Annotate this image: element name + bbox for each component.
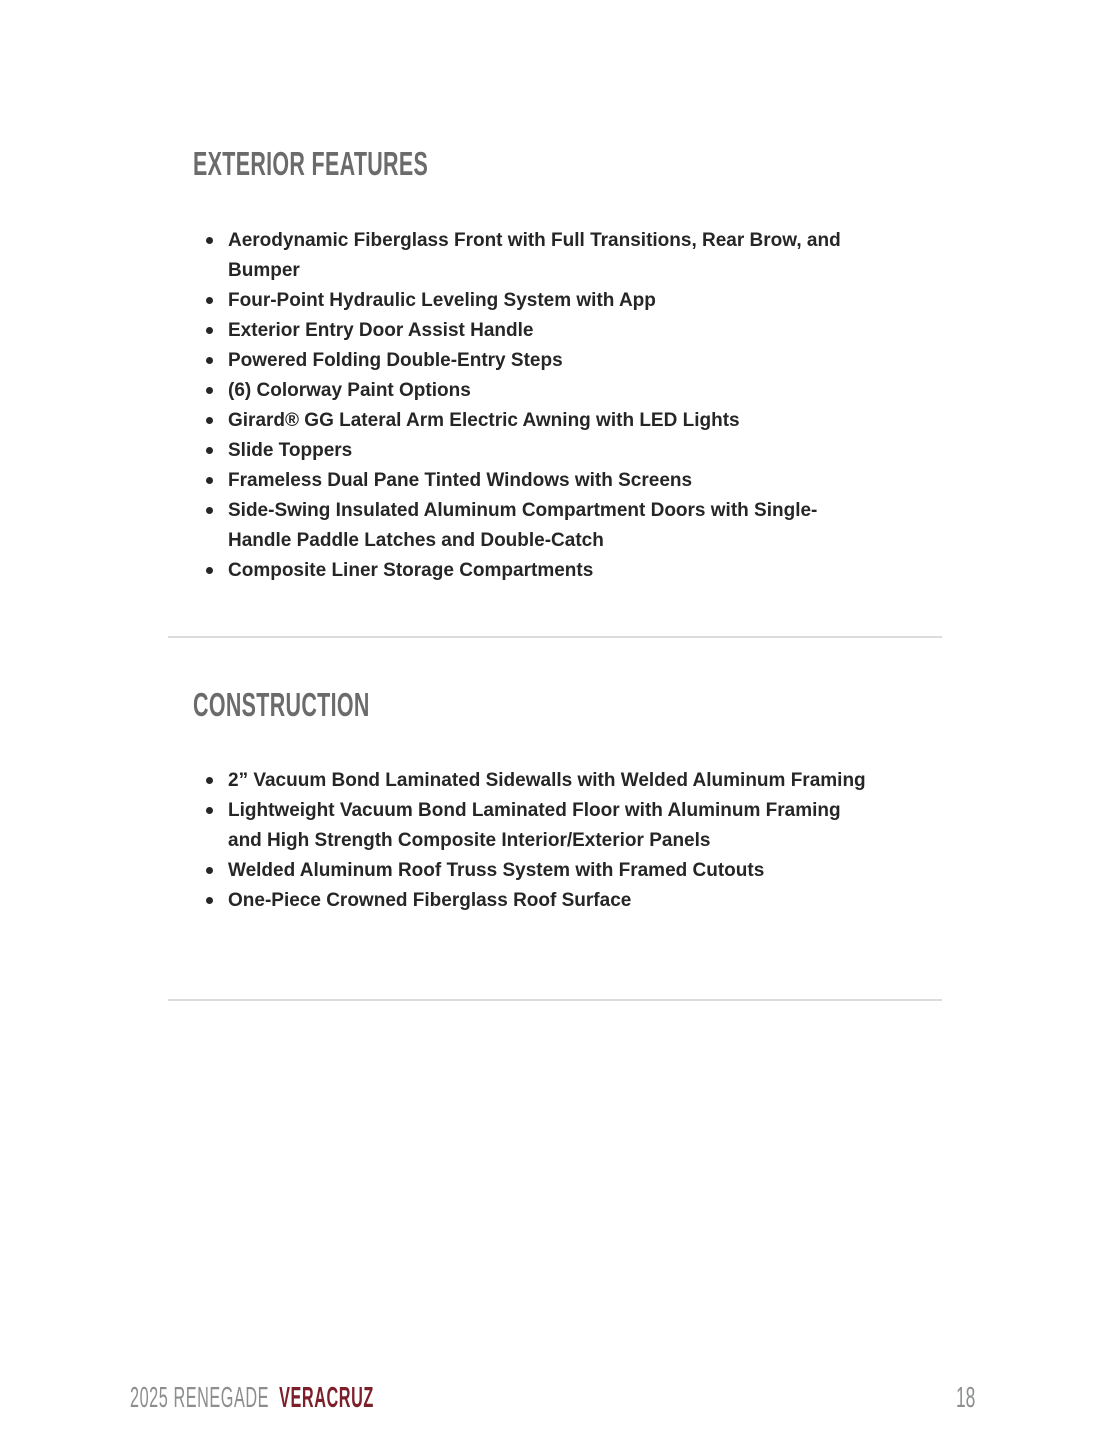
list-item-text: 2” Vacuum Bond Laminated Sidewalls with Welded Aluminum Framing — [228, 770, 866, 791]
bullet-dot-icon — [206, 357, 213, 364]
list-item-text: Frameless Dual Pane Tinted Windows with Screens — [228, 470, 693, 491]
list-item — [206, 286, 873, 316]
section-title-exterior-features: EXTERIOR FEATURES — [193, 145, 429, 182]
list-item-text: Side-Swing Insulated Aluminum Compartment Doors with Single-Handle Paddle Latches and Double-Catch — [228, 500, 818, 551]
bullet-dot-icon — [206, 387, 213, 394]
list-item — [206, 436, 873, 466]
bullet-dot-icon — [206, 237, 213, 244]
list-item-text: Aerodynamic Fiberglass Front with Full Transitions, Rear Brow, and Bumper — [228, 230, 841, 281]
bullet-dot-icon — [206, 417, 213, 424]
section-divider — [168, 999, 942, 1001]
list-item-text: Four-Point Hydraulic Leveling System with App — [228, 290, 656, 311]
list-item-text: Powered Folding Double-Entry Steps — [228, 350, 563, 371]
list-item-text: Lightweight Vacuum Bond Laminated Floor with Aluminum Framing and High Strength Composite Interior/Exterior Panels — [228, 800, 841, 851]
bullet-dot-icon — [206, 447, 213, 454]
list-item — [206, 556, 873, 586]
section-title-construction: CONSTRUCTION — [193, 686, 370, 723]
list-item — [206, 316, 873, 346]
list-item-text: (6) Colorway Paint Options — [228, 380, 471, 401]
list-item-text: Welded Aluminum Roof Truss System with Framed Cutouts — [228, 860, 765, 881]
list-item — [206, 856, 873, 886]
list-item — [206, 346, 873, 376]
list-item-text: Composite Liner Storage Compartments — [228, 560, 594, 581]
list-item — [206, 766, 873, 796]
bullet-dot-icon — [206, 867, 213, 874]
list-item-text: Slide Toppers — [228, 440, 353, 461]
list-item — [206, 406, 873, 436]
bullet-dot-icon — [206, 507, 213, 514]
bullet-dot-icon — [206, 327, 213, 334]
list-item-text: Girard® GG Lateral Arm Electric Awning with LED Lights — [228, 410, 740, 431]
list-item — [206, 886, 873, 916]
footer-model-text: VERACRUZ — [279, 1382, 374, 1414]
list-item — [206, 796, 873, 856]
bullet-dot-icon — [206, 897, 213, 904]
footer-year-brand-text: 2025 RENEGADE — [130, 1382, 270, 1414]
exterior-features-list — [193, 226, 873, 586]
page-number: 18 — [956, 1382, 976, 1414]
bullet-dot-icon — [206, 477, 213, 484]
bullet-dot-icon — [206, 777, 213, 784]
footer-brand — [130, 1384, 374, 1413]
construction-list — [193, 766, 873, 916]
section-divider — [168, 636, 942, 638]
bullet-dot-icon — [206, 297, 213, 304]
list-item — [206, 466, 873, 496]
bullet-dot-icon — [206, 567, 213, 574]
list-item — [206, 226, 873, 286]
list-item-text: One-Piece Crowned Fiberglass Roof Surface — [228, 890, 632, 911]
list-item-text: Exterior Entry Door Assist Handle — [228, 320, 534, 341]
bullet-dot-icon — [206, 807, 213, 814]
list-item — [206, 376, 873, 406]
list-item — [206, 496, 873, 556]
